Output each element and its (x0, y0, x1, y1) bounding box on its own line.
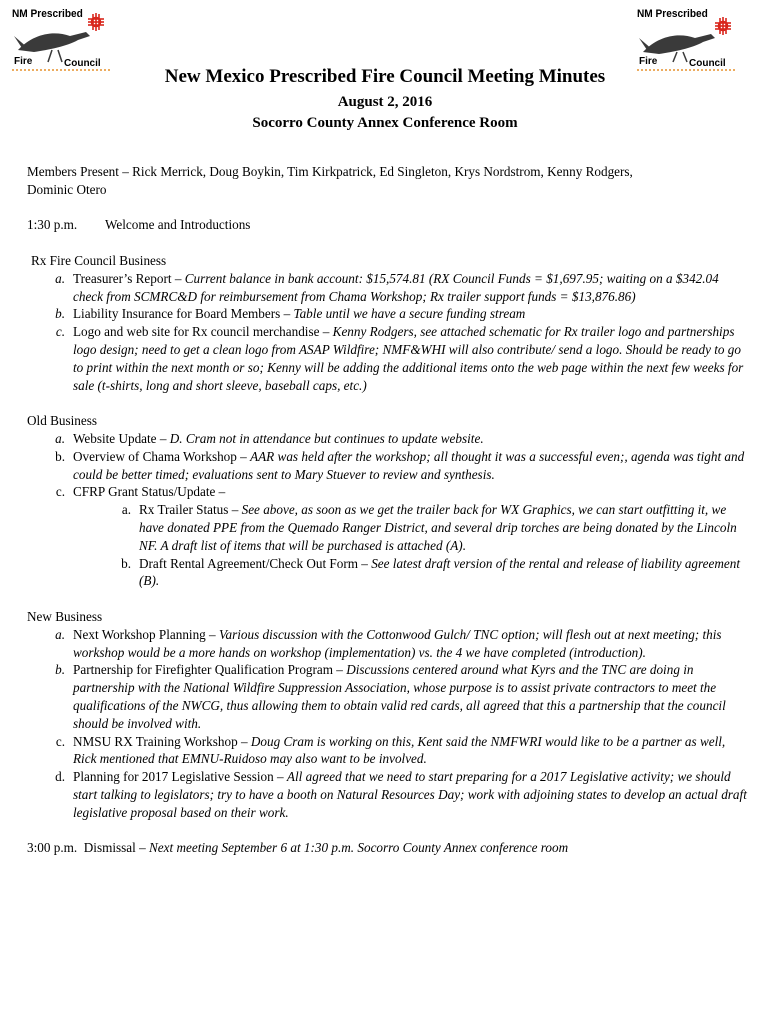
logo-fire-text: Fire (639, 56, 658, 67)
members-present-line1: Members Present – Rick Merrick, Doug Boykin, Tim Kirkpatrick, Ed Singleton, Krys Nordstrom, Kenny Rodgers, (27, 164, 633, 179)
meeting-date: August 2, 2016 (337, 94, 433, 110)
document-title: New Mexico Prescribed Fire Council Meeting Minutes (164, 66, 606, 87)
new-business-heading: New Business (27, 608, 103, 624)
list-item: a. Website Update – D. Cram not in attendance but continues to update website. (55, 430, 484, 446)
welcome-time: 1:30 p.m. (27, 217, 78, 233)
logo-council-text: Council (64, 58, 101, 69)
list-item: c. Logo and web site for Rx council merchandise – Kenny Rodgers, see attached schematic for Rx trailer logo and partnerships logo design; need to get a clean logo from ASAP Wildfire; NMF&WHI will also contribute/ send a logo. Should be ready to go to print within the next month or so; Kenny will be adding the additional items onto the web page within the next few weeks for sale (t-shirts, long and short sleeve, baseball caps, etc.) (55, 324, 744, 393)
dismissal-line: 3:00 p.m. Dismissal – Next meeting September 6 at 1:30 p.m. Socorro County Annex conference room (27, 840, 569, 856)
cfrp-sublist (27, 501, 747, 590)
meeting-location: Socorro County Annex Conference Room (252, 115, 518, 131)
list-item: a. Treasurer’s Report – Current balance in bank account: $15,574.81 (RX Council Funds = $1,697.95; waiting on a $342.04 check from SCMRC&D for reimbursement from Chama Workshop; Rx trailer support funds = $13,876.86) (55, 270, 719, 304)
list-item: c. CFRP Grant Status/Update – (55, 484, 226, 500)
list-item: b. Overview of Chama Workshop – AAR was held after the workshop; all thought it was a successful even;, agenda was tight and could be better timed; evaluations sent to Mary Stuever to review and synthesis. (55, 448, 745, 482)
logo-fire-text: Fire (14, 56, 33, 67)
list-item: a. Next Workshop Planning – Various discussion with the Cottonwood Gulch/ TNC option; will flesh out at next meeting; this workshop would be a more hands on workshop (implementation) vs. the 4 we have completed (introduction). (55, 626, 722, 660)
list-item: b. Liability Insurance for Board Members – Table until we have a secure funding stream (55, 306, 526, 322)
logo-top-text: NM Prescribed (12, 8, 83, 20)
welcome-text: Welcome and Introductions (105, 217, 251, 233)
list-item: d. Planning for 2017 Legislative Session – All agreed that we need to start preparing for a 2017 Legislative activity; we should start talking to legislators; try to have a booth on Natural Resources Day; work with adjoining states to develop an actual draft legislative proposal based on their work. (55, 769, 747, 820)
old-business-heading: Old Business (27, 413, 97, 429)
list-item: a. Rx Trailer Status – See above, as soon as we get the trailer back for WX Graphics, we can start outfitting it, we have donated PPE from the Quemado Ranger District, and several drip torches are being donated by the Lincoln NF. A draft list of items that will be purchased is attached (A). (121, 502, 737, 553)
old-business-list (27, 430, 747, 501)
logo-top-text: NM Prescribed (637, 8, 708, 20)
logo-council-text: Council (689, 58, 726, 69)
welcome-row (27, 216, 747, 234)
members-present-line2: Dominic Otero (27, 181, 107, 197)
new-business-list (27, 626, 747, 822)
minutes-body (27, 163, 747, 857)
list-item: c. NMSU RX Training Workshop – Doug Cram is working on this, Kent said the NMFWRI would like to be a partner as well, Rick mentioned that EMNU-Ruidoso may also want to be involved. (55, 733, 726, 767)
list-item: b. Draft Rental Agreement/Check Out Form – See latest draft version of the rental and release of liability agreement (B). (121, 555, 741, 589)
rx-business-list (27, 270, 747, 395)
rx-business-heading: Rx Fire Council Business (31, 252, 167, 268)
list-item: b. Partnership for Firefighter Qualification Program – Discussions centered around what Kyrs and the TNC are doing in partnership with the National Wildfire Suppression Association, whose purpose is to assist private contractors to meet the qualifications of the NWCG, thus allowing them to obtain valid red cards, all agreed that this a partnership that the council should be involved with. (55, 662, 726, 731)
